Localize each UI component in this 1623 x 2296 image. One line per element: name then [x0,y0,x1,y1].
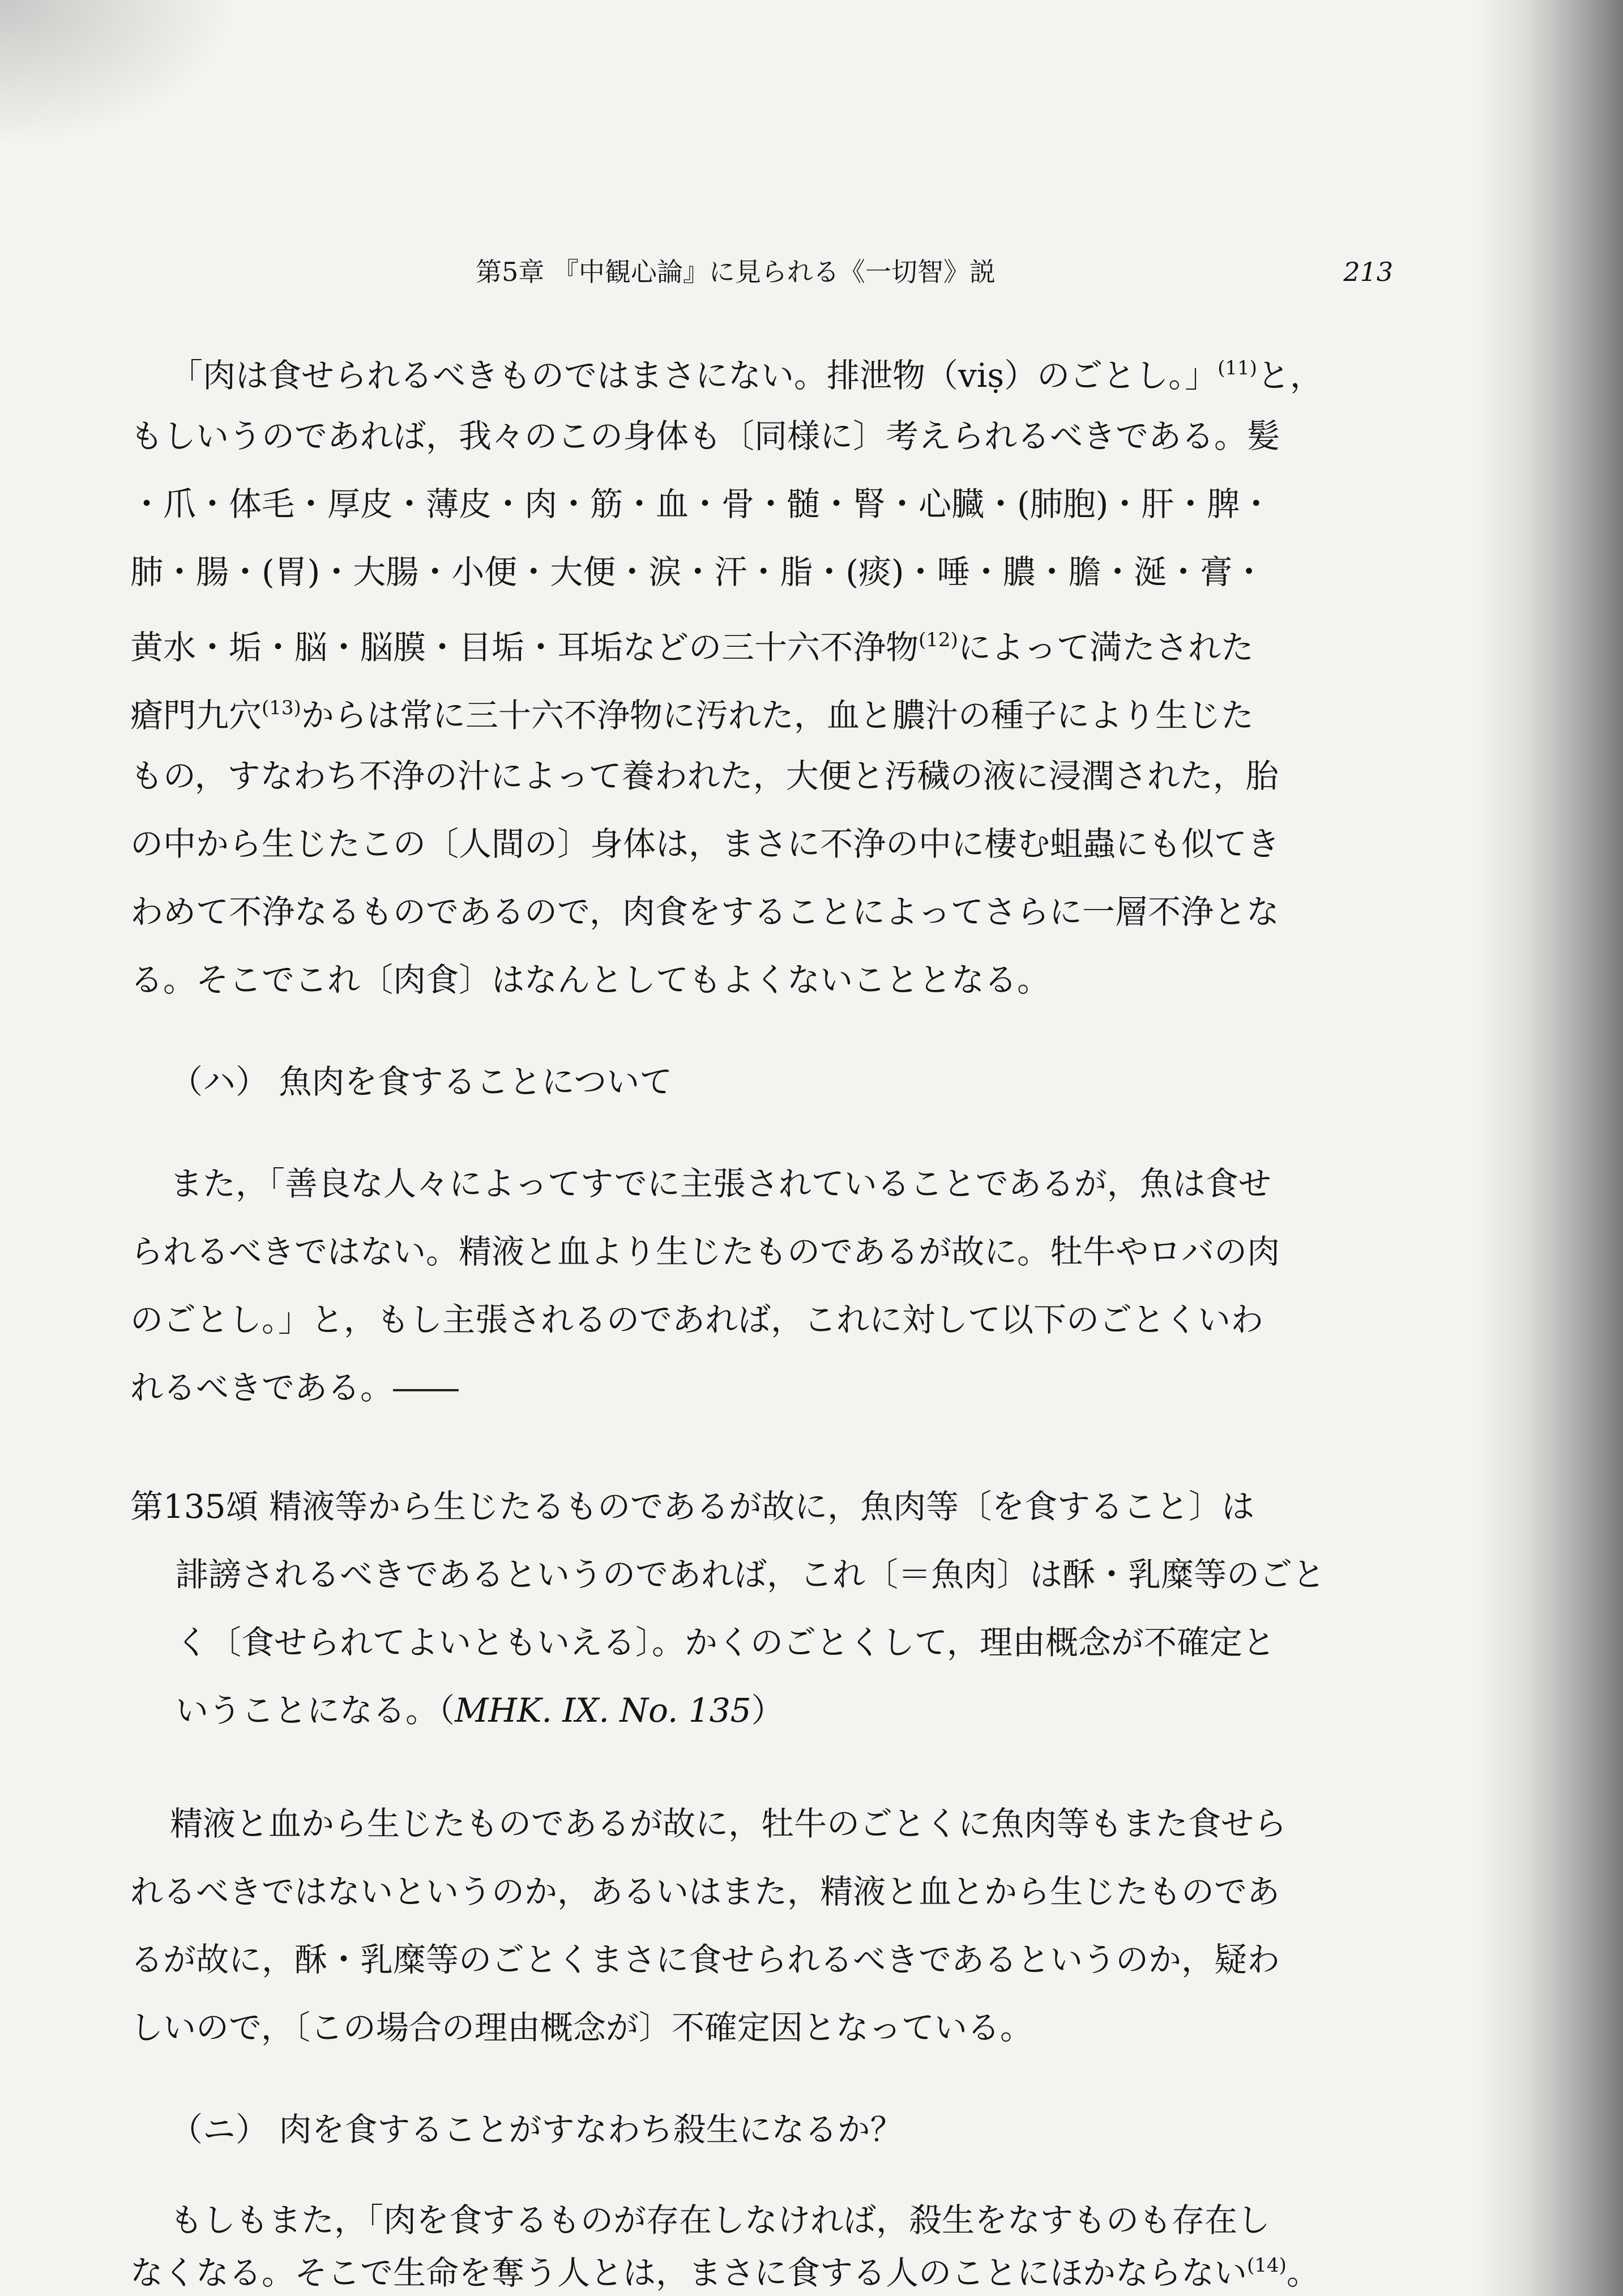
text-line: もしいうのであれば，我々のこの身体も〔同様に〕考えられるべきである。髪 [130,417,1280,455]
verse-line: 第135頌 精液等から生じたるものであるが故に，魚肉等〔を食すること〕は [130,1487,1255,1526]
text-line: もしもまた，「肉を食するものが存在しなければ，殺生をなすものも存在し [170,2201,1271,2239]
footnote-ref: (12) [919,629,958,651]
scan-binding-shadow [1476,0,1623,2296]
section-heading: （ニ） 肉を食することがすなわち殺生になるか？ [170,2110,903,2149]
footnote-ref: (14) [1247,2254,1287,2277]
citation: MHK. IX. No. 135 [455,1691,751,1730]
text-line: のごとし。」と，もし主張されるのであれば，これに対して以下のごとくいわ [130,1300,1264,1339]
running-head [476,249,1393,295]
text-line: 瘡門九穴$^{(13)}$からは常に三十六不浄物に汚れた，血と膿汁の種子により生じた [130,696,1254,735]
text-line: なくなる。そこで生命を奪う人とは，まさに食する人のことにほかならない$^{(14)}$。 [130,2254,1319,2292]
text-line: 精液と血から生じたものであるが故に，牡牛のごとくに魚肉等もまた食せら [170,1804,1287,1843]
verse-line: いうことになる。（MHK. IX. No. 135） [176,1691,784,1730]
chapter-title: 第5章 『中観心論』に見られる《一切智》説 [476,257,996,287]
footnote-ref: (11) [1218,357,1257,379]
text-line: るが故に，酥・乳糜等のごとくまさに食せられるべきであるというのか，疑わ [130,1940,1280,1979]
verse-line: く〔食せられてよいともいえる〕。かくのごとくして，理由概念が不確定と [176,1623,1275,1662]
text-line: の中から生じたこの〔人間の〕身体は，まさに不浄の中に棲む蛆蟲にも似てき [130,825,1280,863]
footnote-ref: (13) [262,697,301,719]
text-line: る。そこでこれ〔肉食〕はなんとしてもよくないこととなる。 [130,961,1050,999]
text-line: 黄水・垢・脳・脳膜・目垢・耳垢などの三十六不浄物$^{(12)}$によって満たされた [130,628,1254,667]
text-line: もの，すなわち不浄の汁によって養われた，大便と汚穢の液に浸潤された，胎 [130,757,1279,795]
text-line: しいので，〔この場合の理由概念が〕不確定因となっている。 [130,2008,1033,2047]
text-line: られるべきではない。精液と血より生じたものであるが故に。牡牛やロバの肉 [130,1232,1280,1271]
text-line: わめて不浄なるものであるので，肉食をすることによってさらに一層不浄とな [130,893,1279,931]
text-line: ・爪・体毛・厚皮・薄皮・肉・筋・血・骨・髄・腎・心臓・(肺胞)・肝・脾・ [130,485,1273,523]
section-heading: （ハ） 魚肉を食することについて [170,1062,673,1101]
text-line: 「肉は食せられるべきものではまさにない。排泄物（viṣ）のごとし。」$^{(11)}$と， [170,356,1323,395]
page-number: 213 [1343,257,1393,287]
verse-line: 誹謗されるべきであるというのであれば，これ〔＝魚肉〕は酥・乳糜等のごと [176,1555,1326,1594]
text-line: れるべきである。―― [130,1368,459,1407]
text-line: また，「善良な人々によってすでに主張されていることであるが，魚は食せ [170,1164,1271,1203]
scan-shadow-topleft [0,0,238,147]
text-line: 肺・腸・(胃)・大腸・小便・大便・涙・汗・脂・(痰)・唾・膿・膽・涎・膏・ [130,553,1266,591]
text-line: れるべきではないというのか，あるいはまた，精液と血とから生じたものであ [130,1872,1280,1911]
